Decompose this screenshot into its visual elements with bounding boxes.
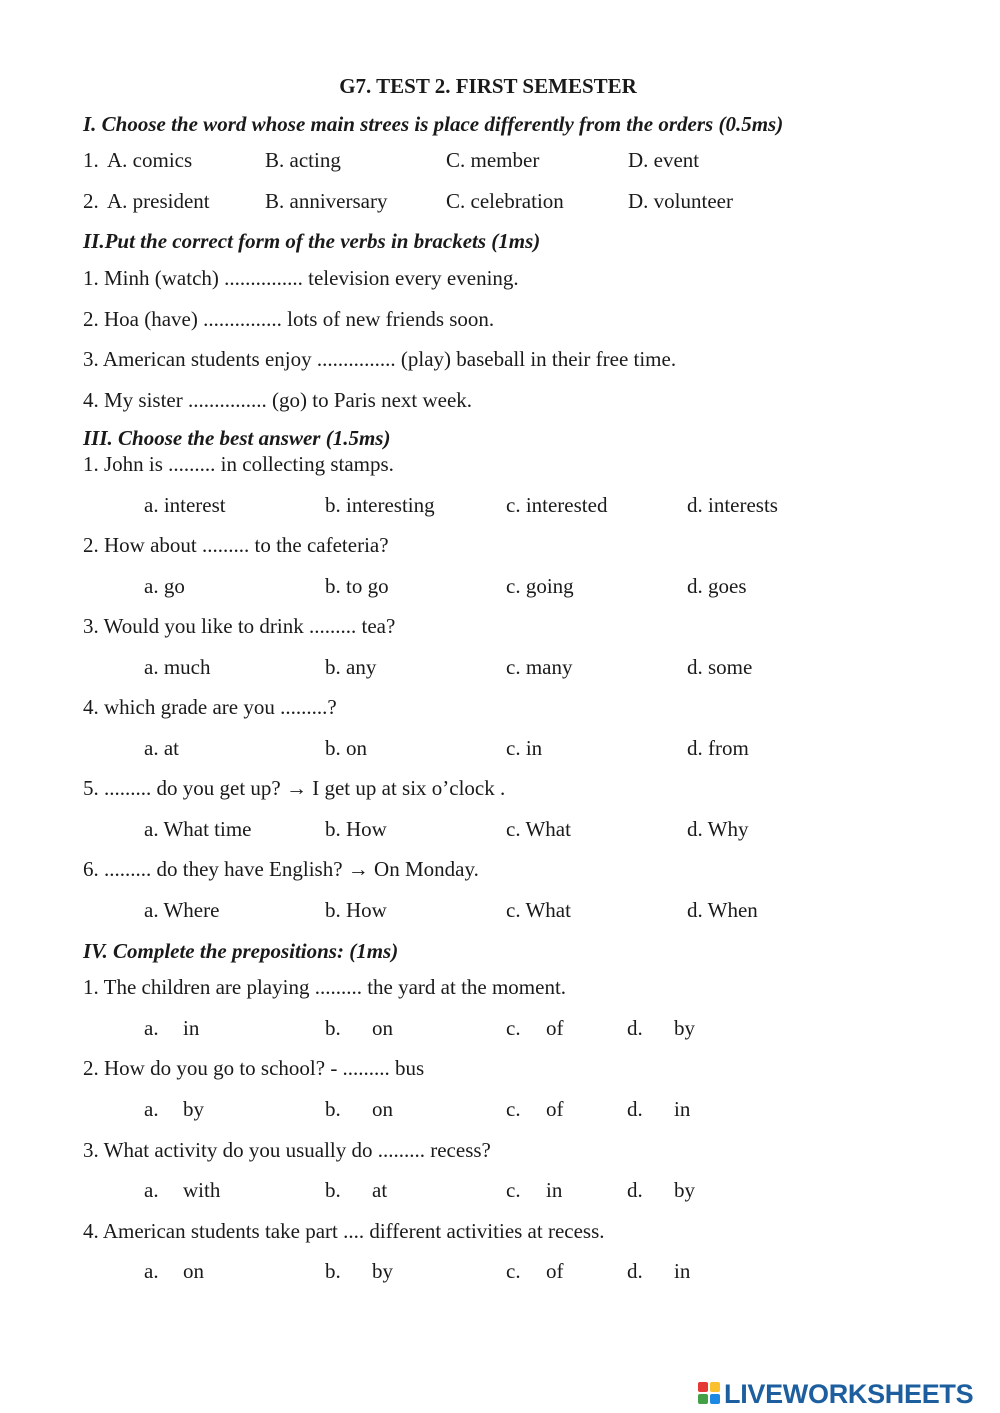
s4-q3-option-b-letter: b. — [325, 1178, 341, 1202]
s1-q1-option-b: B. acting — [265, 148, 341, 172]
s3-q3-text: 3. Would you like to drink ......... tea? — [83, 614, 396, 638]
s2-line-3: 3. American students enjoy ............... (play) baseball in their free time. — [83, 347, 677, 371]
s3-q5-option-d: d. Why — [687, 817, 749, 841]
s4-q1-text: 1. The children are playing ......... the yard at the moment. — [83, 975, 567, 999]
s4-q4-text: 4. American students take part .... different activities at recess. — [83, 1219, 605, 1243]
s3-q1-option-d: d. interests — [687, 493, 778, 517]
s4-q4-option-b-letter: b. — [325, 1259, 341, 1283]
liveworksheets-logo[interactable] — [698, 1378, 973, 1410]
s3-q1-option-a: a. interest — [144, 493, 226, 517]
s4-q3-text: 3. What activity do you usually do ......... recess? — [83, 1138, 491, 1162]
liveworksheets-logo-icon — [698, 1382, 722, 1406]
s4-q4-option-a-word: on — [183, 1259, 204, 1283]
s1-q1-option-c: C. member — [446, 148, 540, 172]
s3-q1-option-c: c. interested — [506, 493, 608, 517]
s4-q4-option-d-letter: d. — [627, 1259, 643, 1283]
s1-q2-num: 2. — [83, 189, 99, 213]
s4-q1-option-b-word: on — [372, 1016, 393, 1040]
liveworksheets-logo-text: LIVEWORKSHEETS — [724, 1378, 974, 1409]
s3-q5-option-a: a. What time — [144, 817, 252, 841]
s4-q1-option-a-word: in — [183, 1016, 200, 1040]
section3-heading: III. Choose the best answer (1.5ms) — [83, 426, 391, 450]
s3-q4-option-d: d. from — [687, 736, 749, 760]
section4-heading: IV. Complete the prepositions: (1ms) — [83, 939, 399, 963]
s4-q4-option-c-word: of — [546, 1259, 564, 1283]
s1-q2-option-b: B. anniversary — [265, 189, 388, 213]
s4-q3-option-a-word: with — [183, 1178, 221, 1202]
s3-q1-text: 1. John is ......... in collecting stamps. — [83, 452, 394, 476]
s4-q4-option-d-word: in — [674, 1259, 691, 1283]
s4-q1-option-d-word: by — [674, 1016, 695, 1040]
s3-q4-text: 4. which grade are you .........? — [83, 695, 337, 719]
s3-q5-text: 5. ......... do you get up? → I get up at six o’clock . — [83, 776, 506, 800]
s3-q6-option-c: c. What — [506, 898, 571, 922]
s3-q4-option-c: c. in — [506, 736, 543, 760]
s3-q4-option-b: b. on — [325, 736, 367, 760]
s3-q6-text: 6. ......... do they have English? → On Monday. — [83, 857, 479, 881]
section2-heading: II.Put the correct form of the verbs in brackets (1ms) — [83, 229, 541, 253]
s3-q2-option-a: a. go — [144, 574, 185, 598]
section1-heading: I. Choose the word whose main strees is place differently from the orders (0.5ms) — [83, 112, 784, 136]
s4-q2-option-b-word: on — [372, 1097, 393, 1121]
s3-q6-option-d: d. When — [687, 898, 758, 922]
s3-q1-option-b: b. interesting — [325, 493, 435, 517]
s3-q3-option-d: d. some — [687, 655, 753, 679]
s4-q1-option-a-letter: a. — [144, 1016, 159, 1040]
s3-q3-option-b: b. any — [325, 655, 377, 679]
s4-q2-option-a-word: by — [183, 1097, 204, 1121]
s1-q1-option-a: A. comics — [107, 148, 193, 172]
s4-q2-option-a-letter: a. — [144, 1097, 159, 1121]
s4-q3-option-d-word: by — [674, 1178, 695, 1202]
s2-line-2: 2. Hoa (have) ............... lots of new friends soon. — [83, 307, 495, 331]
s3-q6-option-b: b. How — [325, 898, 387, 922]
worksheet-title: G7. TEST 2. FIRST SEMESTER — [339, 74, 637, 98]
s4-q1-option-b-letter: b. — [325, 1016, 341, 1040]
s1-q2-option-d: D. volunteer — [628, 189, 733, 213]
s3-q3-option-c: c. many — [506, 655, 573, 679]
s1-q1-option-d: D. event — [628, 148, 700, 172]
s3-q2-text: 2. How about ......... to the cafeteria? — [83, 533, 389, 557]
s1-q2-option-c: C. celebration — [446, 189, 564, 213]
s4-q2-option-d-letter: d. — [627, 1097, 643, 1121]
s4-q3-option-b-word: at — [372, 1178, 388, 1202]
s4-q3-option-c-word: in — [546, 1178, 563, 1202]
s4-q1-option-c-letter: c. — [506, 1016, 521, 1040]
s2-line-1: 1. Minh (watch) ............... television every evening. — [83, 266, 519, 290]
s4-q2-text: 2. How do you go to school? - ......... bus — [83, 1056, 425, 1080]
s1-q1-num: 1. — [83, 148, 99, 172]
s3-q2-option-c: c. going — [506, 574, 574, 598]
s3-q6-option-a: a. Where — [144, 898, 220, 922]
s4-q2-option-b-letter: b. — [325, 1097, 341, 1121]
s4-q3-option-a-letter: a. — [144, 1178, 159, 1202]
s3-q5-option-c: c. What — [506, 817, 571, 841]
s4-q1-option-c-word: of — [546, 1016, 564, 1040]
s1-q2-option-a: A. president — [107, 189, 210, 213]
s4-q1-option-d-letter: d. — [627, 1016, 643, 1040]
s4-q3-option-d-letter: d. — [627, 1178, 643, 1202]
s4-q3-option-c-letter: c. — [506, 1178, 521, 1202]
s3-q2-option-d: d. goes — [687, 574, 747, 598]
s3-q3-option-a: a. much — [144, 655, 211, 679]
s4-q4-option-b-word: by — [372, 1259, 393, 1283]
s4-q2-option-d-word: in — [674, 1097, 691, 1121]
s2-line-4: 4. My sister ............... (go) to Paris next week. — [83, 388, 473, 412]
s3-q4-option-a: a. at — [144, 736, 179, 760]
s4-q4-option-a-letter: a. — [144, 1259, 159, 1283]
s4-q2-option-c-letter: c. — [506, 1097, 521, 1121]
s3-q2-option-b: b. to go — [325, 574, 389, 598]
s3-q5-option-b: b. How — [325, 817, 387, 841]
s4-q4-option-c-letter: c. — [506, 1259, 521, 1283]
s4-q2-option-c-word: of — [546, 1097, 564, 1121]
